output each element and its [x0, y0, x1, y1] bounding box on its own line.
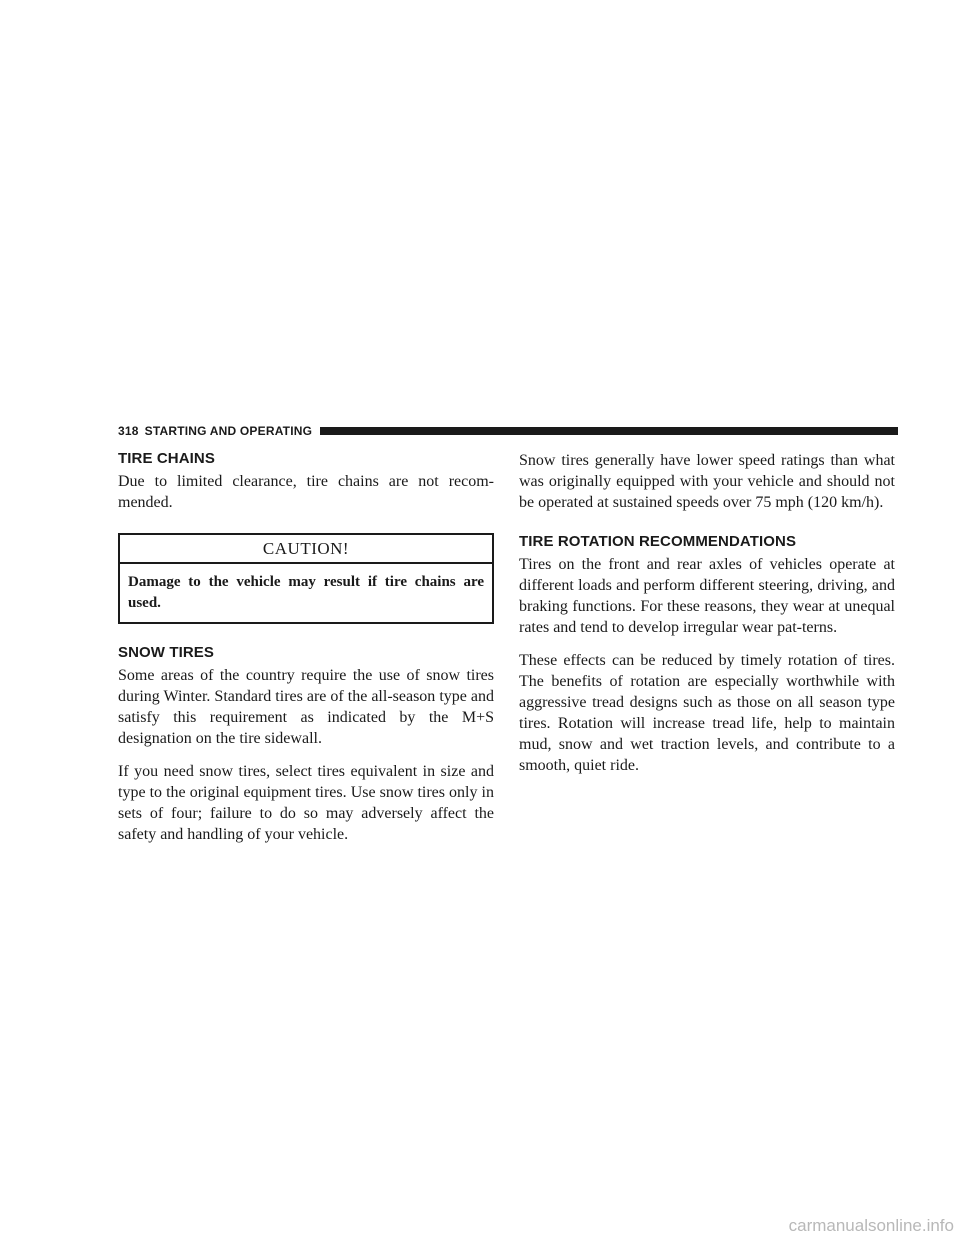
- watermark-text: carmanualsonline.info: [788, 1216, 954, 1235]
- tire-rotation-paragraph-1: Tires on the front and rear axles of vehicles operate at different loads and perform different steering, driving, and braking functions. For these reasons, they wear at unequal rates and tend to develop irregular wear pat-terns.: [519, 556, 895, 636]
- left-column: [118, 450, 494, 857]
- right-column: [519, 450, 895, 788]
- header-rule: [320, 427, 898, 435]
- snow-tires-heading: SNOW TIRES: [118, 644, 215, 661]
- tire-rotation-heading: TIRE ROTATION RECOMMENDATIONS: [519, 533, 797, 550]
- tire-chains-paragraph: Due to limited clearance, tire chains are not recom-mended.: [118, 473, 494, 511]
- caution-title: CAUTION!: [120, 535, 492, 564]
- section-title: STARTING AND OPERATING: [144, 424, 313, 438]
- caution-text: Damage to the vehicle may result if tire chains are used.: [128, 574, 484, 611]
- tire-chains-heading: TIRE CHAINS: [118, 450, 215, 467]
- snow-tires-paragraph-2: If you need snow tires, select tires equivalent in size and type to the original equipment tires. Use snow tires only in sets of four; failure to do so may adversely affect the safety and handling of your vehicle.: [118, 763, 494, 843]
- page-header: [118, 424, 898, 438]
- snow-tires-paragraph-1: Some areas of the country require the use of snow tires during Winter. Standard tires are of the all-season type and satisfy this requirement as indicated by the M+S designation on the tire sidewall.: [118, 667, 494, 747]
- snow-tires-continued-paragraph: Snow tires generally have lower speed ratings than what was originally equipped with your vehicle and should not be operated at sustained speeds over 75 mph (120 km/h).: [519, 452, 895, 511]
- page-number: 318: [118, 424, 139, 438]
- caution-box: [118, 533, 494, 624]
- tire-rotation-paragraph-2: These effects can be reduced by timely rotation of tires. The benefits of rotation are especially worthwhile with aggressive tread designs such as those on all season type tires. Rotation will increase tread life, help to maintain mud, snow and wet traction levels, and contribute to a smooth, quiet ride.: [519, 652, 895, 774]
